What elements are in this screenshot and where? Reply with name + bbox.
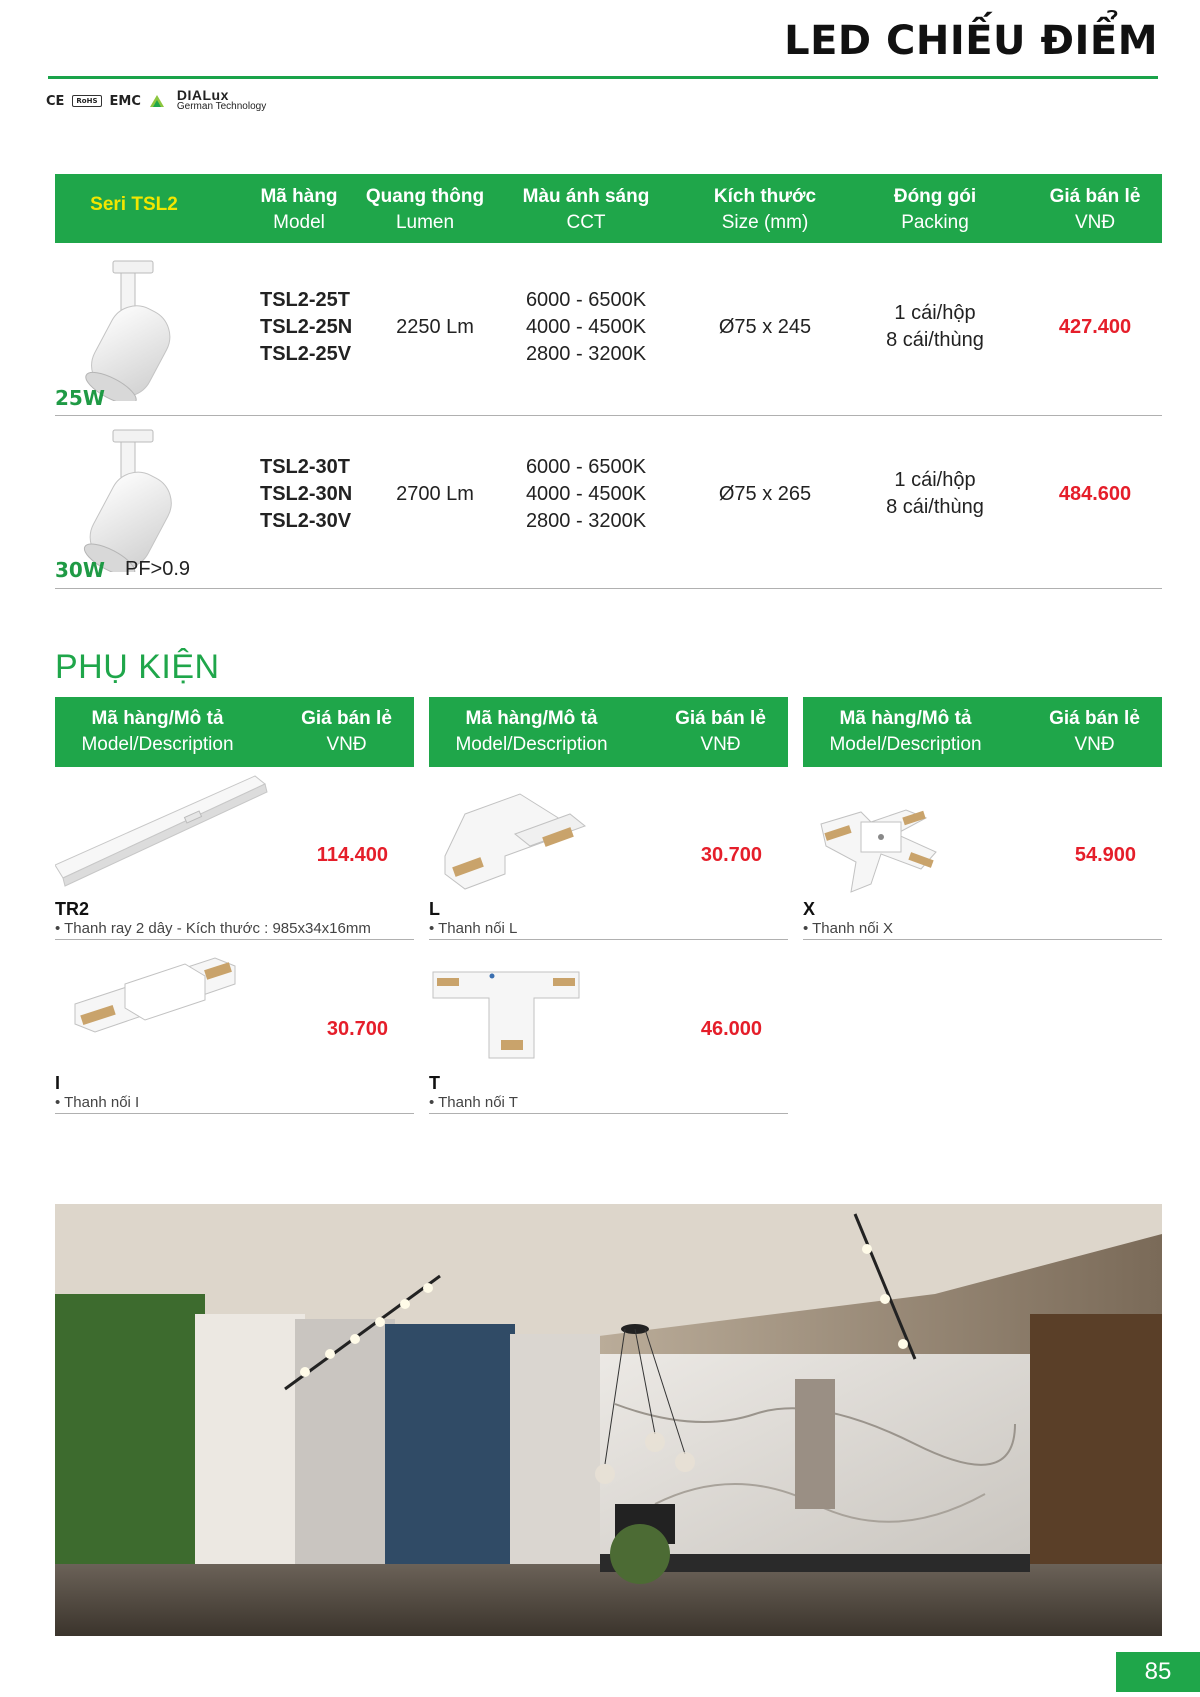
cct-list xyxy=(501,454,671,535)
accessory-description: • Thanh nối T xyxy=(429,1094,518,1111)
header-size xyxy=(685,184,845,236)
page-number: 85 xyxy=(1116,1652,1200,1692)
header-lumen-subtitle: Lumen xyxy=(395,212,455,233)
dialux-tagline: German Technology xyxy=(176,101,267,112)
model-code: TSL2-30N xyxy=(260,483,353,505)
packing-value: 8 cái/thùng xyxy=(886,496,984,518)
header-model-subtitle: Model xyxy=(273,212,325,233)
t-connector-image xyxy=(429,948,599,1073)
header-price-title: Giá bán lẻ xyxy=(1049,708,1140,729)
accessory-item-t xyxy=(429,944,788,1114)
header-model-title: Mã hàng/Mô tả xyxy=(91,708,224,729)
wattage-label: 30W xyxy=(55,558,105,582)
header-price-title: Giá bán lẻ xyxy=(1049,186,1141,207)
accessory-code: TR2 xyxy=(55,899,90,919)
packing-list xyxy=(855,300,1015,354)
header-price xyxy=(1030,184,1160,236)
accessories-title: PHỤ KIỆN xyxy=(55,648,220,686)
header-price xyxy=(1037,706,1152,758)
size-value: Ø75 x 245 xyxy=(718,316,812,338)
certification-logos xyxy=(46,86,266,116)
cct-value: 4000 - 4500K xyxy=(525,483,647,505)
header-size-title: Kích thước xyxy=(713,186,817,207)
x-connector-image xyxy=(811,774,961,899)
l-connector-image xyxy=(435,774,615,894)
power-factor-note: PF>0.9 xyxy=(125,558,191,580)
header-packing-subtitle: Packing xyxy=(901,212,969,233)
packing-list xyxy=(855,467,1015,521)
series-label: Seri TSL2 xyxy=(90,194,178,215)
header-price xyxy=(663,706,778,758)
accessory-item-x xyxy=(803,770,1162,940)
model-code: TSL2-30V xyxy=(260,510,352,532)
header-packing-title: Đóng gói xyxy=(893,186,977,207)
spotlight-25w-image xyxy=(65,251,185,401)
model-code: TSL2-25N xyxy=(260,316,353,338)
accessory-price: 46.000 xyxy=(700,1018,762,1040)
product-table xyxy=(55,174,1162,589)
accessories-header xyxy=(429,697,788,767)
wattage-label: 25W xyxy=(55,386,105,410)
model-code: TSL2-30T xyxy=(260,456,351,478)
dialux-logo xyxy=(176,87,267,112)
header-model-subtitle: Model/Description xyxy=(81,734,234,755)
accessory-price: 54.900 xyxy=(1074,844,1136,866)
dialux-triangle-icon xyxy=(149,94,165,108)
cct-value: 6000 - 6500K xyxy=(525,289,647,311)
table-row xyxy=(55,416,1162,589)
cct-value: 2800 - 3200K xyxy=(525,510,647,532)
retail-price: 427.400 xyxy=(1058,316,1132,338)
header-price-subtitle: VNĐ xyxy=(326,734,367,755)
header-model-description xyxy=(813,706,998,758)
table-row xyxy=(55,243,1162,416)
header-model-description xyxy=(439,706,624,758)
cct-value: 2800 - 3200K xyxy=(525,343,647,365)
rohs-badge: RoHS xyxy=(72,95,101,107)
accessory-description: • Thanh nối X xyxy=(803,920,894,937)
accessory-code: L xyxy=(429,899,440,919)
header-size-subtitle: Size (mm) xyxy=(721,212,809,233)
track-rail-image xyxy=(55,770,285,890)
accessory-price: 30.700 xyxy=(700,844,762,866)
model-list xyxy=(260,287,352,368)
page-title: LED CHIẾU ĐIỂM xyxy=(784,18,1158,64)
model-list xyxy=(260,454,352,535)
header-model-description xyxy=(65,706,250,758)
packing-value: 1 cái/hộp xyxy=(894,302,976,324)
header-model-title: Mã hàng/Mô tả xyxy=(465,708,598,729)
i-connector-image xyxy=(65,944,265,1054)
lumen-value: 2250 Lm xyxy=(396,316,474,338)
title-divider xyxy=(48,76,1158,79)
model-code: TSL2-25V xyxy=(260,343,352,365)
header-model-subtitle: Model/Description xyxy=(829,734,982,755)
accessory-description: • Thanh nối L xyxy=(429,920,518,937)
interior-scene-image xyxy=(55,1204,1162,1636)
accessory-item-tr2 xyxy=(55,770,414,940)
emc-mark: EMC xyxy=(109,93,141,109)
retail-price: 484.600 xyxy=(1058,483,1132,505)
cct-value: 4000 - 4500K xyxy=(525,316,647,338)
accessory-code: I xyxy=(55,1073,61,1093)
cct-value: 6000 - 6500K xyxy=(525,456,647,478)
spotlight-30w-image xyxy=(65,422,185,572)
lumen-value: 2700 Lm xyxy=(396,483,474,505)
accessory-code: X xyxy=(803,899,816,919)
header-model-subtitle: Model/Description xyxy=(455,734,608,755)
header-cct-title: Màu ánh sáng xyxy=(522,186,650,207)
header-price-subtitle: VNĐ xyxy=(700,734,741,755)
header-price-subtitle: VNĐ xyxy=(1074,212,1116,233)
accessory-price: 114.400 xyxy=(316,844,388,866)
header-price-subtitle: VNĐ xyxy=(1074,734,1115,755)
header-model xyxy=(235,184,363,236)
accessory-item-i xyxy=(55,944,414,1114)
interior-photo xyxy=(55,1204,1162,1636)
accessory-price: 30.700 xyxy=(326,1018,388,1040)
accessory-item-l xyxy=(429,770,788,940)
model-code: TSL2-25T xyxy=(260,289,351,311)
header-price-title: Giá bán lẻ xyxy=(675,708,766,729)
header-lumen xyxy=(355,184,495,236)
table-header xyxy=(55,174,1162,243)
header-cct xyxy=(501,184,671,236)
header-price xyxy=(289,706,404,758)
dialux-name: DIALux xyxy=(176,87,229,103)
accessories-header xyxy=(803,697,1162,767)
cct-list xyxy=(501,287,671,368)
accessory-description: • Thanh nối I xyxy=(55,1094,140,1111)
header-model-title: Mã hàng xyxy=(260,186,338,207)
size-value: Ø75 x 265 xyxy=(718,483,812,505)
header-price-title: Giá bán lẻ xyxy=(301,708,392,729)
header-model-title: Mã hàng/Mô tả xyxy=(839,708,972,729)
header-cct-subtitle: CCT xyxy=(566,212,606,233)
accessory-description: • Thanh ray 2 dây - Kích thước : 985x34x16mm xyxy=(55,920,371,937)
accessories-header xyxy=(55,697,414,767)
header-packing xyxy=(855,184,1015,236)
header-lumen-title: Quang thông xyxy=(365,186,485,207)
packing-value: 1 cái/hộp xyxy=(894,469,976,491)
accessory-code: T xyxy=(429,1073,440,1093)
packing-value: 8 cái/thùng xyxy=(886,329,984,351)
ce-mark: CE xyxy=(46,93,65,109)
